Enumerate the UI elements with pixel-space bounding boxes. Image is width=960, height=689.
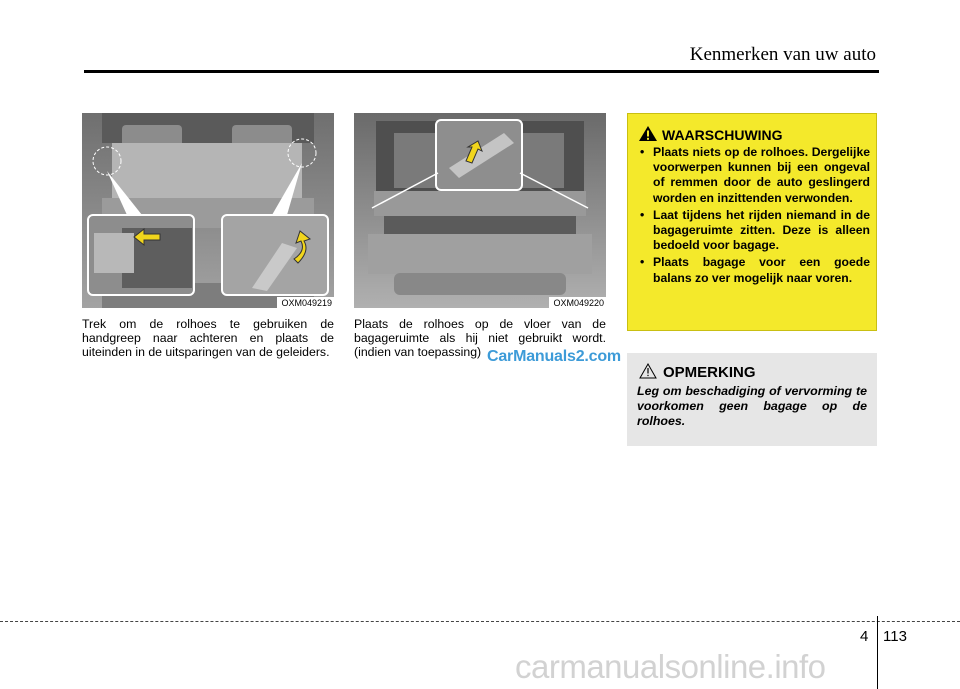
cargo-floor-illustration (354, 113, 606, 308)
warning-item: • Plaats bagage voor een goede balans zo ver mogelijk naar voren. (640, 255, 870, 285)
warning-item: • Laat tijdens het rijden niemand in de bagageruimte zitten. Deze is alleen bedoeld voor bagage. (640, 208, 870, 254)
warning-list (640, 145, 870, 288)
note-title: OPMERKING (663, 364, 756, 381)
figure-caption: Plaats de rolhoes op de vloer van de bagageruimte als hij niet gebruikt wordt. (indien van toepassing) (354, 317, 606, 360)
watermark-carmanualsonline: carmanualsonline.info (515, 648, 826, 685)
figure-cargo-cover-storage (354, 113, 606, 308)
chapter-number: 4 (860, 628, 869, 645)
running-header: Kenmerken van uw auto (689, 44, 876, 65)
warning-item: • Plaats niets op de rolhoes. Dergelijke voorwerpen kunnen bij een ongeval of remmen door de auto geslingerd worden en inzittenden verwonden. (640, 145, 870, 206)
page-number: 113 (883, 628, 907, 645)
figure-caption: Trek om de rolhoes te gebruiken de handgreep naar achteren en plaats de uiteinden in de uitsparingen van de geleiders. (82, 317, 334, 360)
figure-code: OXM049219 (277, 297, 334, 308)
warning-title: WAARSCHUWING (662, 127, 783, 143)
footer-divider (877, 616, 878, 689)
header-rule (84, 70, 879, 73)
watermark-carmanuals2: CarManuals2.com (487, 348, 621, 365)
footer-rule (0, 621, 960, 622)
figure-code: OXM049220 (549, 297, 606, 308)
warning-box (627, 113, 877, 331)
warning-triangle-icon (638, 125, 658, 142)
note-box (627, 353, 877, 446)
figure-cargo-cover-pull (82, 113, 334, 308)
note-text: Leg om beschadiging of vervorming te voorkomen geen bagage op de rolhoes. (637, 384, 867, 428)
cargo-area-illustration (82, 113, 334, 308)
caution-triangle-icon (639, 363, 657, 379)
